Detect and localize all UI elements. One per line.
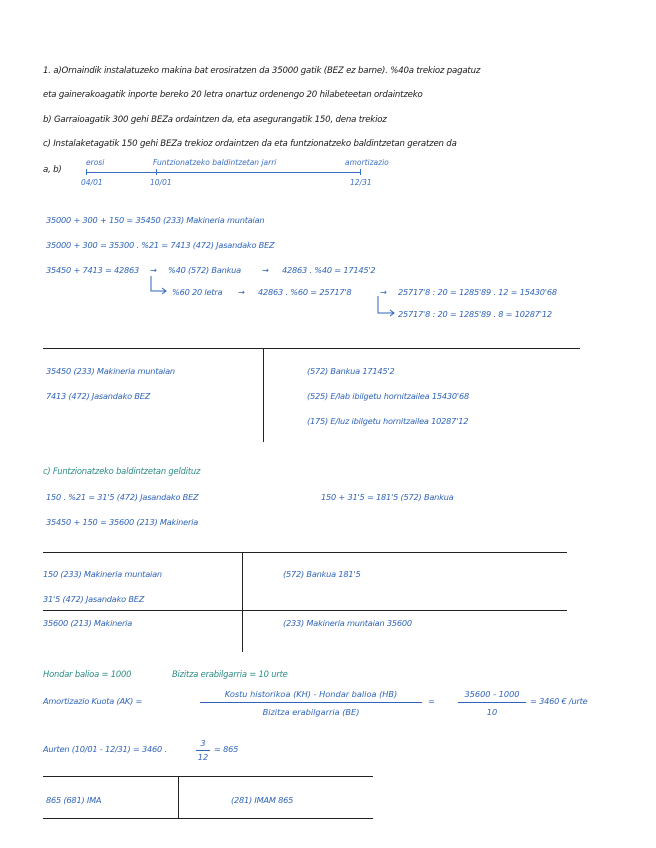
amort-formula-denominator: Bizitza erabilgarria (BE) (262, 707, 360, 717)
fraction-bar (196, 750, 210, 751)
timeline-label-mid: Funtzionatzeko baldintzetan jarri (153, 158, 277, 167)
journal-mid-line (43, 610, 567, 611)
journal-debit-line: 865 (681) IMA (46, 795, 102, 805)
problem-line-4: c) Instalaketagatik 150 gehi BEZa trekioz ordaintzen da eta funtzionatzeko baldintzetan geratzen da (43, 139, 457, 149)
journal-debit-line: 35600 (213) Makineria (43, 618, 133, 628)
journal-divider (242, 552, 243, 652)
timeline-prefix: a, b) (43, 165, 62, 175)
journal-debit-line: 35450 (233) Makineria muntaian (46, 366, 175, 376)
problem-line-2: eta gainerakoagatik inporte bereko 20 letra onartuz ordenengo 20 hilabeteetan ordaintzeko (43, 90, 423, 100)
timeline-label-amort: amortizazio (345, 158, 389, 167)
amort-useful-life: Bizitza erabilgarria = 10 urte (172, 669, 288, 679)
journal-credit-line: (572) Bankua 181'5 (283, 569, 361, 579)
amort-value-numerator: 35600 - 1000 (464, 689, 520, 699)
journal-divider (178, 776, 179, 818)
journal-credit-line: (572) Bankua 17145'2 (307, 366, 395, 376)
arrow-icon: → (262, 265, 269, 275)
amort-formula-numerator: Kostu historikoa (KH) - Hondar balioa (HB) (224, 689, 398, 699)
arrow-icon: → (238, 287, 245, 297)
branch-arrow-icon (146, 276, 170, 298)
calc-line-4b: 42863 . %60 = 25717'8 (258, 287, 352, 297)
journal-debit-line: 150 (233) Makineria muntaian (43, 569, 162, 579)
section-c-line-1a: 150 . %21 = 31'5 (472) Jasandako BEZ (46, 492, 199, 502)
amort-residual: Hondar balioa = 1000 (43, 669, 132, 679)
section-c-line-1b: 150 + 31'5 = 181'5 (572) Bankua (321, 492, 454, 502)
timeline-tick-mid (156, 169, 157, 175)
calc-line-1: 35000 + 300 + 150 = 35450 (233) Makineria muntaian (46, 215, 265, 225)
journal-debit-line: 31'5 (472) Jasandako BEZ (43, 594, 145, 604)
calc-line-2: 35000 + 300 = 35300 . %21 = 7413 (472) Jasandako BEZ (46, 240, 275, 250)
journal-bottom-line (43, 818, 373, 819)
problem-line-1: 1. a)Ornaindik instalatuzeko makina bat erosiratzen da 35000 gatik (BEZ ez barne). %40a trekioz pagatuz (43, 66, 481, 76)
arrow-icon: → (150, 265, 157, 275)
journal-credit-line: (175) E/luz ibilgetu hornitzailea 10287'12 (307, 416, 469, 426)
timeline-date-3: 12/31 (350, 178, 372, 187)
timeline-label-erosi: erosi (86, 158, 105, 167)
calc-line-3b: %40 (572) Bankua (168, 265, 241, 275)
timeline-date-2: 10/01 (150, 178, 172, 187)
aurten-denominator: 12 (197, 752, 209, 762)
timeline-tick-end (360, 169, 361, 175)
journal-credit-line: (233) Makineria muntaian 35600 (283, 618, 412, 628)
fraction-bar (200, 702, 422, 703)
amort-value-denominator: 10 (486, 707, 498, 717)
journal-debit-line: 7413 (472) Jasandako BEZ (46, 391, 151, 401)
section-c-line-2: 35450 + 150 = 35600 (213) Makineria (46, 517, 199, 527)
calc-line-4a: %60 20 letra (172, 287, 223, 297)
timeline-tick-start (86, 169, 87, 175)
aurten-result: = 865 (214, 744, 239, 754)
journal-top-line (43, 776, 373, 777)
journal-top-line (43, 552, 567, 553)
journal-divider (263, 348, 264, 442)
arrow-icon: → (380, 287, 387, 297)
fraction-bar (458, 702, 526, 703)
amort-formula-label: Amortizazio Kuota (AK) = (43, 696, 143, 706)
branch-arrow-icon (372, 296, 398, 318)
calc-line-4c: 25717'8 : 20 = 1285'89 . 12 = 15430'68 (398, 287, 557, 297)
section-c-title: c) Funtzionatzeko baldintzetan geldituz (43, 466, 201, 476)
journal-credit-line: (281) IMAM 865 (231, 795, 294, 805)
calc-line-3a: 35450 + 7413 = 42863 (46, 265, 140, 275)
journal-credit-line: (525) E/lab ibilgetu hornitzailea 15430'68 (307, 391, 469, 401)
timeline-date-1: 04/01 (81, 178, 103, 187)
problem-line-3: b) Garraioagatik 300 gehi BEZa ordaintzen da, eta asegurangatik 150, dena trekioz (43, 115, 387, 125)
calc-line-3c: 42863 . %40 = 17145'2 (282, 265, 376, 275)
amort-equals: = (428, 696, 435, 706)
journal-top-line (43, 348, 580, 349)
aurten-numerator: 3 (200, 738, 206, 748)
calc-line-5: 25717'8 : 20 = 1285'89 . 8 = 10287'12 (398, 309, 552, 319)
amort-result: = 3460 € /urte (530, 696, 588, 706)
timeline-axis (86, 172, 361, 173)
aurten-label: Aurten (10/01 - 12/31) = 3460 . (43, 744, 167, 754)
